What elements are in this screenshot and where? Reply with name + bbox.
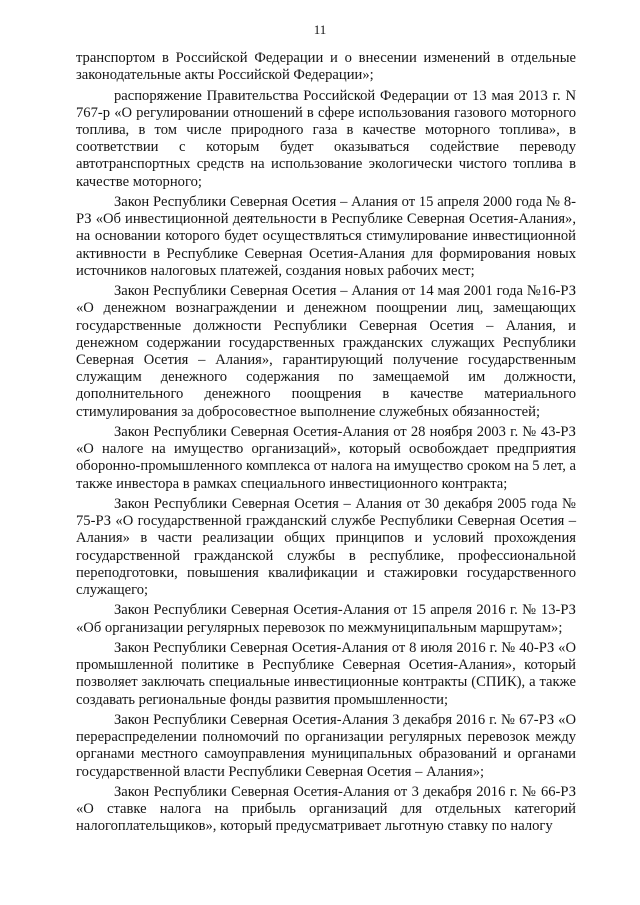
paragraph-9: Закон Республики Северная Осетия-Алания 3 декабря 2016 г. № 67-РЗ «О перераспределении полномочий по организации регулярных перевозок между органами местного самоуправления муниципальных образований и органами государственной власти Республики Северная Осетия – Алания»; bbox=[76, 712, 576, 780]
document-body bbox=[76, 50, 576, 836]
page-number: 11 bbox=[313, 22, 327, 37]
paragraph-10: Закон Республики Северная Осетия-Алания от 3 декабря 2016 г. № 66-РЗ «О ставке налога на прибыль организаций для отдельных категорий налогоплательщиков», который предусматривает льготную ставку по налогу bbox=[76, 784, 576, 835]
paragraph-6: Закон Республики Северная Осетия – Алания от 30 декабря 2005 года № 75-РЗ «О государственной гражданский службе Республики Северная Осетия – Алания» в части реализации общих принципов и условий прохождения государственной гражданской службы в республике, профессиональной переподготовки, повышения квалификации и стажировки государственного служащего; bbox=[76, 496, 576, 599]
paragraph-2: распоряжение Правительства Российской Федерации от 13 мая 2013 г. N 767-р «О регулировании отношений в сфере использования газового моторного топлива, в том числе природного газа в качестве моторного топлива», в соответствии с которым будет оказываться содействие переводу автотранспортных средств на использование экологически чистого топлива в качестве моторного; bbox=[76, 87, 576, 190]
paragraph-8: Закон Республики Северная Осетия-Алания от 8 июля 2016 г. № 40-РЗ «О промышленной политике в Республике Северная Осетия-Алания», который позволяет заключать специальные инвестиционные контракты (СПИК), а также создавать региональные фонды развития промышленности; bbox=[76, 640, 576, 708]
paragraph-7: Закон Республики Северная Осетия-Алания от 15 апреля 2016 г. № 13-РЗ «Об организации регулярных перевозок по межмуниципальным маршрутам»; bbox=[76, 602, 576, 636]
paragraph-5: Закон Республики Северная Осетия-Алания от 28 ноября 2003 г. № 43-РЗ «О налоге на имущество организаций», который освобождает предприятия оборонно-промышленного комплекса от налога на имущество сроком на 5 лет, а также инвестора в рамках специального инвестиционного контракта; bbox=[76, 424, 576, 492]
paragraph-1: транспортом в Российской Федерации и о внесении изменений в отдельные законодательные акты Российской Федерации»; bbox=[76, 50, 576, 84]
paragraph-3: Закон Республики Северная Осетия – Алания от 15 апреля 2000 года № 8-РЗ «Об инвестиционной деятельности в Республике Северная Осетия-Алания», на основании которого будет осуществляться стимулирование инвестиционной активности в Республике Северная Осетия-Алания для формирования новых источников налоговых платежей, создания новых рабочих мест; bbox=[76, 194, 576, 279]
paragraph-4: Закон Республики Северная Осетия – Алания от 14 мая 2001 года №16-РЗ «О денежном вознаграждении и денежном поощрении лиц, замещающих государственные должности Республики Северная Осетия – Алания, и денежном содержании государственных гражданских служащих Республики Северная Осетия – Алания», гарантирующий получение государственным служащим денежного содержания по замещаемой им должности, дополнительного денежного поощрения в качестве материального стимулирования за добросовестное выполнение служебных обязанностей; bbox=[76, 283, 576, 420]
